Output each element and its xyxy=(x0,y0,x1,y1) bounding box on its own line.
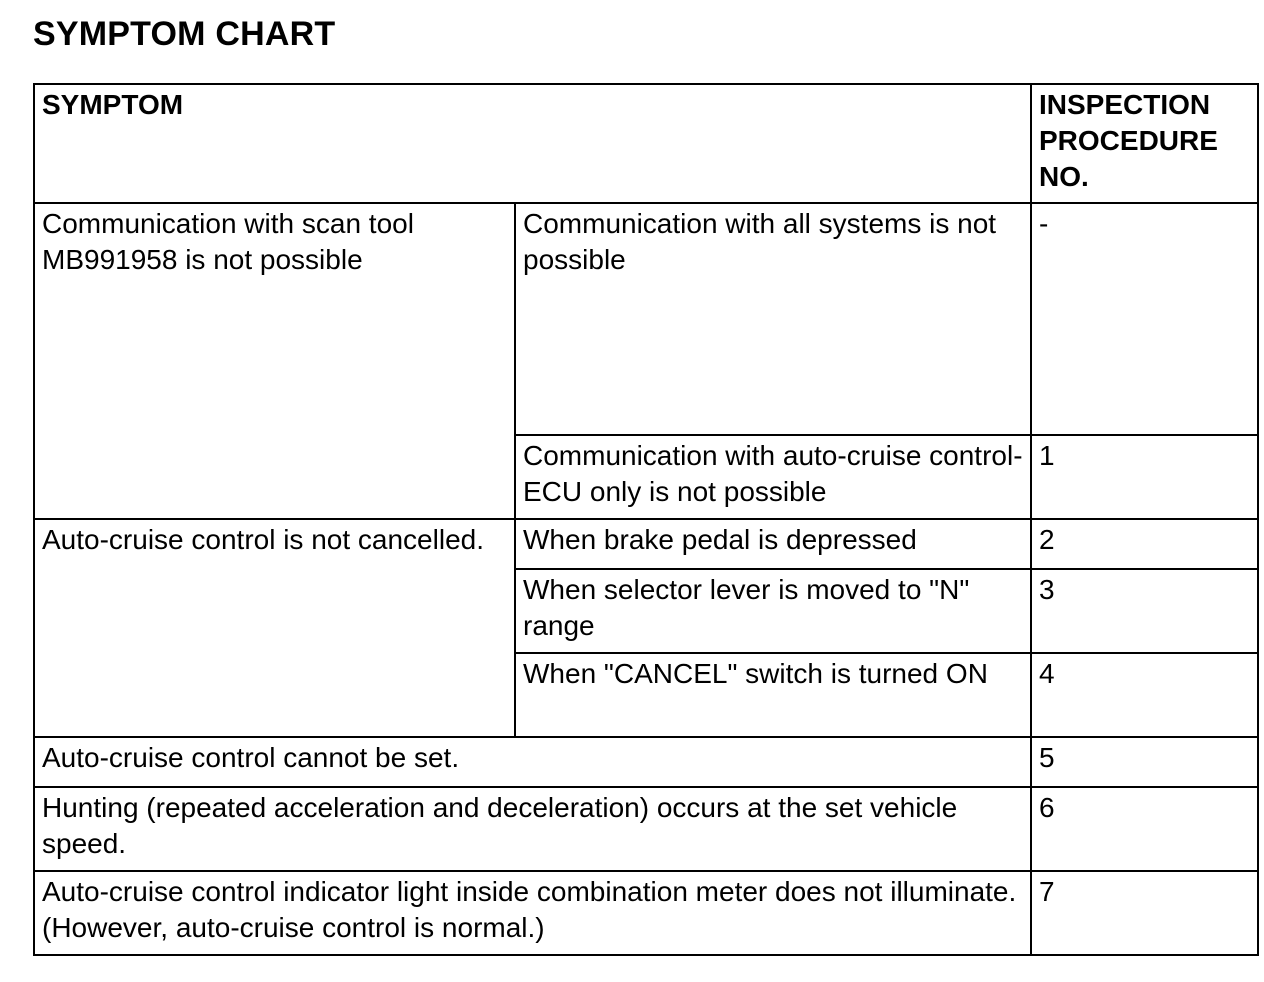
table-row xyxy=(34,519,1258,569)
symptom-cell: Auto-cruise control cannot be set. xyxy=(34,737,1031,787)
symptom-detail-cell: When selector lever is moved to "N" range xyxy=(515,569,1031,653)
symptom-table xyxy=(33,83,1259,956)
symptom-cell: Auto-cruise control is not cancelled. xyxy=(34,519,515,737)
table-row xyxy=(34,871,1258,955)
symptom-detail-cell: When "CANCEL" switch is turned ON xyxy=(515,653,1031,737)
symptom-cell: Auto-cruise control indicator light inside combination meter does not illuminate. (However, auto-cruise control is normal.) xyxy=(34,871,1031,955)
procedure-number-cell: 5 xyxy=(1031,737,1258,787)
table-row xyxy=(34,737,1258,787)
procedure-number-cell: - xyxy=(1031,203,1258,435)
procedure-number-cell: 6 xyxy=(1031,787,1258,871)
table-row xyxy=(34,203,1258,435)
table-header-row xyxy=(34,84,1258,203)
symptom-cell: Communication with scan tool MB991958 is not possible xyxy=(34,203,515,519)
procedure-number-cell: 2 xyxy=(1031,519,1258,569)
procedure-number-cell: 4 xyxy=(1031,653,1258,737)
page-title: SYMPTOM CHART xyxy=(33,15,336,53)
procedure-number-cell: 7 xyxy=(1031,871,1258,955)
procedure-number-cell: 1 xyxy=(1031,435,1258,519)
procedure-number-cell: 3 xyxy=(1031,569,1258,653)
symptom-cell: Hunting (repeated acceleration and deceleration) occurs at the set vehicle speed. xyxy=(34,787,1031,871)
procedure-column-header: INSPECTION PROCEDURE NO. xyxy=(1031,84,1258,203)
symptom-detail-cell: When brake pedal is depressed xyxy=(515,519,1031,569)
table-row xyxy=(34,787,1258,871)
symptom-detail-cell: Communication with auto-cruise control-ECU only is not possible xyxy=(515,435,1031,519)
symptom-detail-cell: Communication with all systems is not possible xyxy=(515,203,1031,435)
symptom-column-header: SYMPTOM xyxy=(34,84,1031,203)
